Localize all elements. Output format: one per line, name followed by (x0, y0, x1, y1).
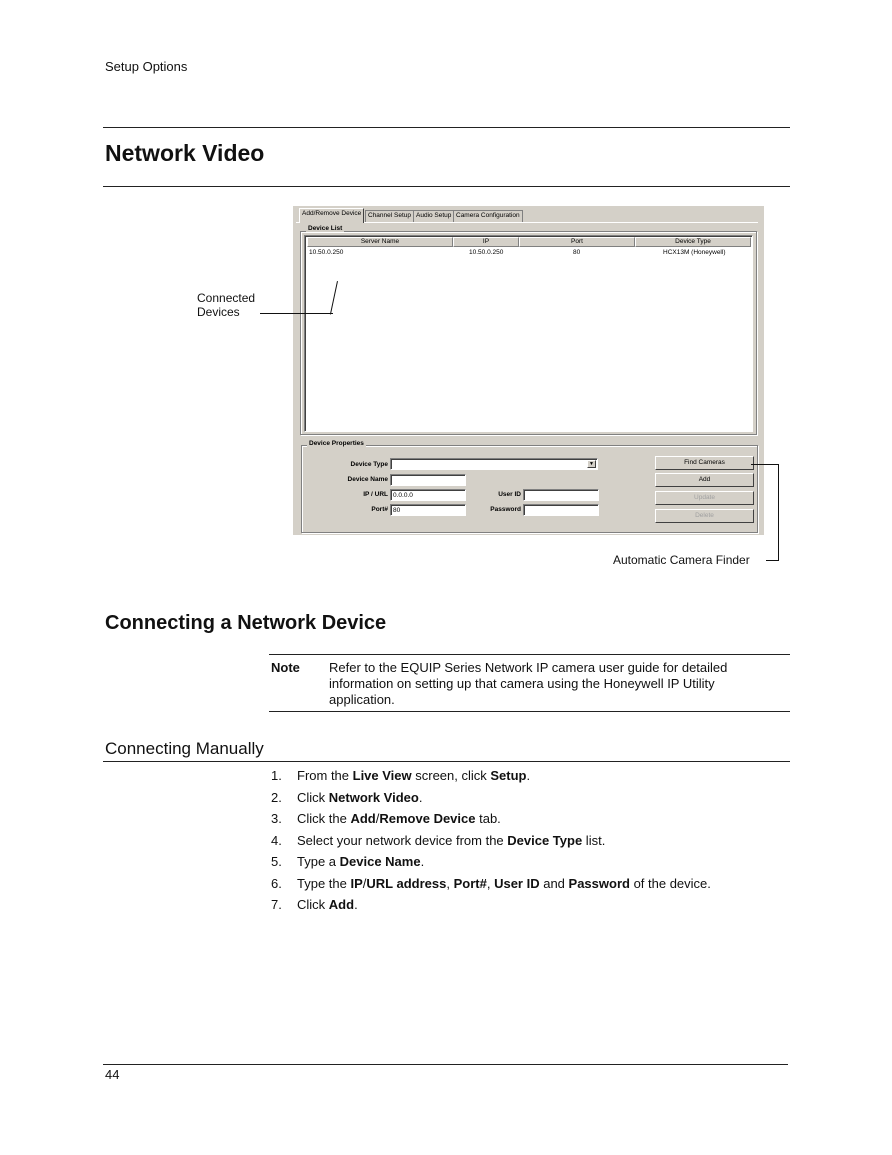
step-emphasis: Port# (453, 875, 487, 891)
step-emphasis: Device Type (507, 832, 583, 848)
step-number: 3. (271, 811, 282, 826)
step-number: 2. (271, 789, 282, 805)
step-emphasis: Add (328, 897, 355, 912)
step-segment: / (375, 811, 380, 826)
step-segment: From the (297, 768, 353, 783)
ip-url-label: IP / URL (363, 491, 388, 498)
user-id-field[interactable] (523, 489, 599, 501)
find-cameras-button[interactable]: Find Cameras (655, 456, 754, 470)
cell-device-type: HCX13M (Honeywell) (663, 249, 726, 256)
password-label: Password (490, 506, 521, 513)
step-segment: . (420, 854, 425, 869)
password-field[interactable] (523, 504, 599, 516)
cell-server-name: 10.50.0.250 (309, 249, 344, 256)
cell-ip: 10.50.0.250 (469, 249, 504, 256)
title-bottom-rule (103, 186, 790, 187)
port-label: Port# (371, 506, 388, 513)
note-text: Refer to the EQUIP Series Network IP camera user guide for detailed information on setting up that camera using the Honeywell IP Utility application. (329, 660, 728, 707)
step-number: 7. (271, 897, 282, 912)
step-emphasis: IP (350, 875, 363, 891)
step-emphasis: Remove Device (379, 811, 476, 826)
step-emphasis: Live View (352, 768, 412, 783)
step-segment: list. (582, 832, 606, 848)
camera-finder-callout: Automatic Camera Finder (613, 553, 750, 567)
step-segment: of the device. (629, 875, 711, 891)
device-list-label: Device List (308, 225, 343, 232)
step-text (297, 897, 358, 912)
section-title: Network Video (105, 140, 265, 166)
device-name-label: Device Name (347, 476, 388, 483)
step-segment: , (446, 875, 454, 891)
manual-title-rule (103, 761, 790, 762)
note-bottom-rule (269, 711, 790, 712)
device-properties-label: Device Properties (309, 440, 364, 447)
column-header-device-type[interactable]: Device Type (635, 237, 751, 247)
camera-finder-leader-top (751, 464, 778, 465)
ip-url-field[interactable]: 0.0.0.0 (390, 489, 466, 501)
step-emphasis: Setup (490, 768, 527, 783)
connected-devices-callout (197, 291, 255, 319)
title-top-rule (103, 127, 790, 128)
step-segment: . (354, 897, 358, 912)
step-segment: Type the (297, 875, 351, 891)
step-segment: . (418, 789, 423, 805)
step-text (297, 768, 530, 783)
step-segment: Type a (297, 854, 340, 869)
step-segment: . (526, 768, 531, 783)
step-number: 4. (271, 832, 282, 848)
note-top-rule (269, 654, 790, 655)
step-segment: tab. (475, 811, 501, 826)
step-number: 6. (271, 875, 282, 891)
step-number: 1. (271, 768, 282, 783)
port-field[interactable]: 80 (390, 504, 466, 516)
network-video-screenshot (293, 206, 764, 535)
step-text (297, 876, 711, 891)
device-name-field[interactable] (390, 474, 466, 486)
device-type-label: Device Type (350, 461, 388, 468)
column-header-port[interactable]: Port (519, 237, 635, 247)
tab-channel-setup[interactable]: Channel Setup (365, 210, 414, 222)
manual-title: Connecting Manually (105, 739, 264, 758)
user-id-label: User ID (498, 491, 521, 498)
cell-port: 80 (573, 249, 581, 256)
step-emphasis: Add (350, 811, 376, 826)
note-label: Note (271, 660, 300, 675)
step-text (297, 790, 422, 805)
tab-add-remove-device[interactable]: Add/Remove Device (299, 208, 364, 223)
step-text (297, 854, 424, 869)
page-number: 44 (105, 1067, 120, 1082)
step-emphasis: Password (568, 875, 630, 891)
device-type-select[interactable] (390, 458, 598, 470)
delete-button[interactable]: Delete (655, 509, 754, 523)
step-segment: / (362, 875, 367, 891)
connected-devices-line2: Devices (197, 305, 240, 319)
camera-finder-leader-bottom (766, 560, 779, 561)
step-emphasis: User ID (494, 875, 540, 891)
step-text (297, 833, 605, 848)
step-segment: screen, click (411, 768, 491, 783)
chevron-down-icon[interactable]: ▼ (587, 460, 596, 468)
column-header-ip[interactable]: IP (453, 237, 519, 247)
add-button[interactable]: Add (655, 473, 754, 487)
column-header-server-name[interactable]: Server Name (307, 237, 453, 247)
tab-strip-line (296, 222, 758, 223)
running-header: Setup Options (105, 59, 188, 74)
step-segment: Select your network device from the (297, 832, 508, 848)
step-emphasis: Device Name (339, 854, 421, 869)
step-segment: Click (297, 789, 329, 805)
step-emphasis: Network Video (328, 789, 419, 805)
step-segment: Click the (297, 811, 351, 826)
step-segment: Click (297, 897, 329, 912)
step-number: 5. (271, 854, 282, 869)
tab-camera-configuration[interactable]: Camera Configuration (453, 210, 523, 222)
step-text (297, 811, 501, 826)
step-segment: , (486, 875, 495, 891)
step-emphasis: URL address (366, 875, 447, 891)
footer-rule (103, 1064, 788, 1065)
connected-devices-line1: Connected (197, 291, 256, 305)
device-list[interactable] (304, 235, 753, 432)
update-button[interactable]: Update (655, 491, 754, 505)
camera-finder-leader-vertical (778, 464, 779, 560)
step-segment: and (539, 875, 569, 891)
tab-audio-setup[interactable]: Audio Setup (413, 210, 454, 222)
subsection-title: Connecting a Network Device (105, 612, 387, 634)
connected-devices-leader-horizontal (260, 313, 333, 314)
